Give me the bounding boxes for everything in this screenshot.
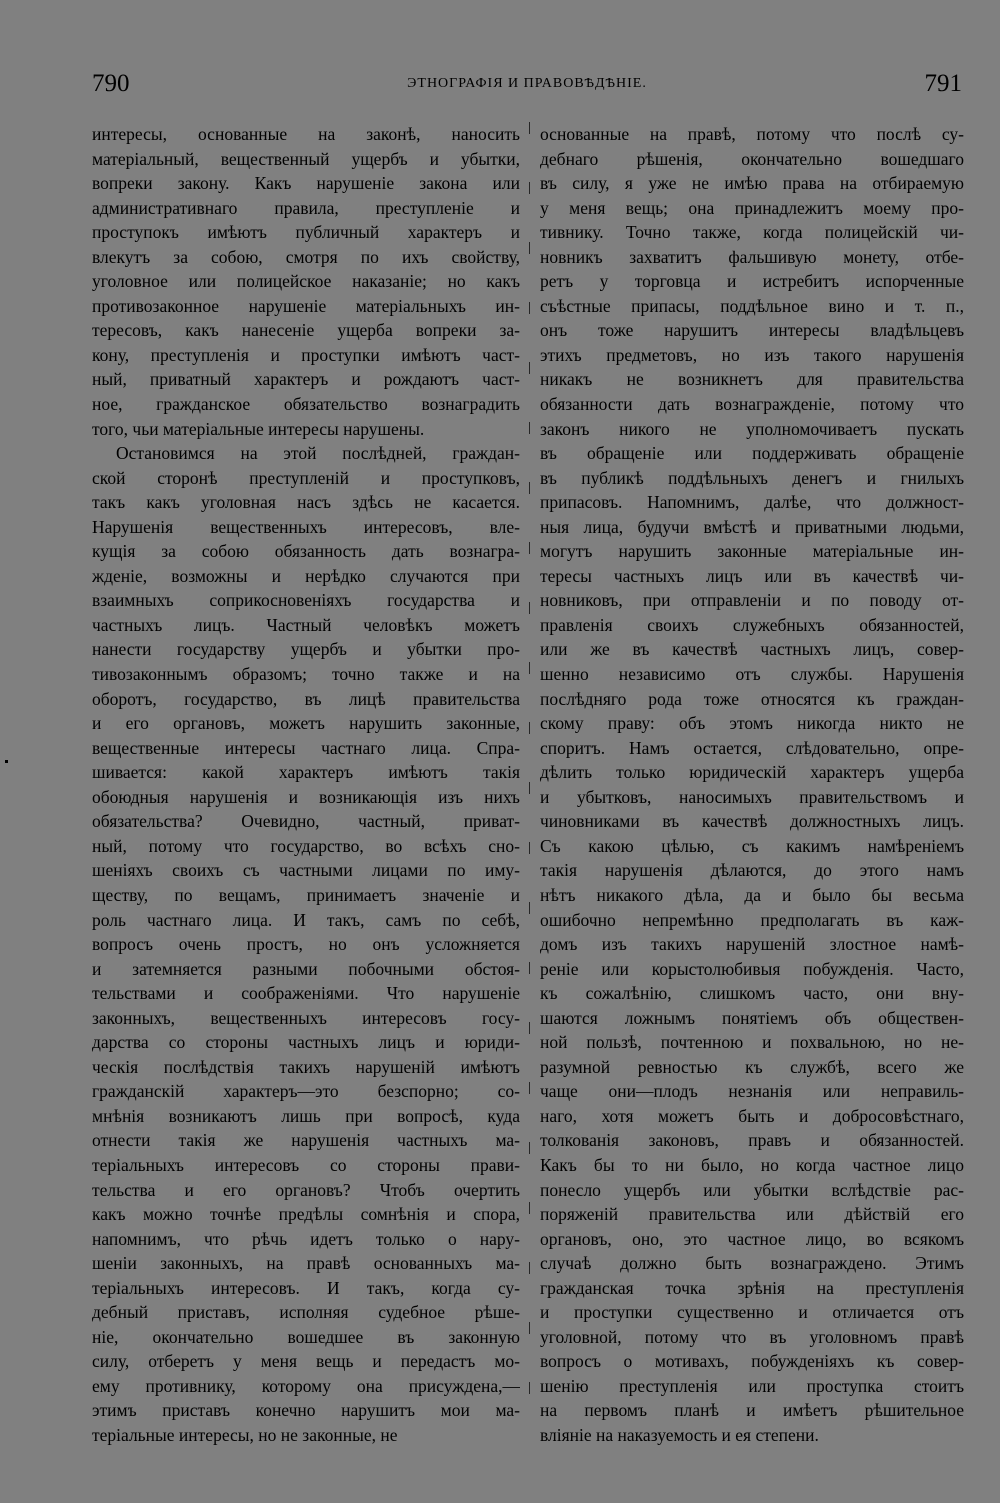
column-divider — [529, 122, 530, 1442]
text-line: шеніяхъ своихъ съ частными лицами по иму- — [92, 860, 520, 881]
text-line: ему противнику, которому она присуждена,— — [92, 1375, 520, 1396]
text-line: силу, отберетъ у меня вещь и передастъ мо- — [92, 1351, 520, 1372]
text-line: припасовъ. Напомнимъ, далѣе, что должност- — [540, 492, 964, 513]
text-line: и проступки существенно и отличается отъ — [540, 1302, 964, 1323]
text-line: взаимныхъ соприкосновеніяхъ государства и — [92, 590, 520, 611]
text-line: тивозаконнымъ образомъ; точно также и на — [92, 664, 520, 685]
text-line: шенію преступленія или проступка стоитъ — [540, 1375, 964, 1396]
text-line: кущія за собою обязанность дать вознагра- — [92, 541, 520, 562]
text-line: чиновниками въ качествѣ должностныхъ лицъ. — [540, 811, 964, 832]
text-line: ошибочно непремѣнно предполагать въ каж- — [540, 909, 964, 930]
text-line: и убытковъ, наносимыхъ правительствомъ и — [540, 786, 964, 807]
text-line: гражданская точка зрѣнія на преступленія — [540, 1277, 964, 1298]
text-line: ской сторонѣ преступленій и проступковъ, — [92, 467, 520, 488]
text-line: у меня вещь; она принадлежитъ моему про- — [540, 197, 964, 218]
text-line: домъ изъ такихъ нарушеній злостное намѣ- — [540, 934, 964, 955]
text-line: противозаконное нарушеніе матеріальныхъ ин- — [92, 295, 520, 316]
page-number-left: 790 — [92, 70, 130, 97]
text-line: жденіе, возможны и нерѣдко случаются при — [92, 565, 520, 586]
text-line: ный, приватный характеръ и рождаютъ част- — [92, 369, 520, 390]
text-line: такія нарушенія дѣлаются, до этого намъ — [540, 860, 964, 881]
text-line: нѣтъ никакого дѣла, да и было бы весьма — [540, 884, 964, 905]
text-line: отнести такія же нарушенія частныхъ ма- — [92, 1130, 520, 1151]
text-line: обоюдныя нарушенія и возникающія изъ нихъ — [92, 786, 520, 807]
text-line: поряженій правительства или дѣйствій его — [540, 1204, 964, 1225]
left-text-column — [92, 122, 520, 1448]
text-line: ный, потому что государство, во всѣхъ сно- — [92, 835, 520, 856]
text-line: ное, гражданское обязательство вознаградить — [92, 394, 520, 415]
text-line: Нарушенія вещественныхъ интересовъ, вле- — [92, 516, 520, 537]
text-line: ныя лица, будучи вмѣстѣ и приватными людьми, — [540, 516, 964, 537]
text-line: уголовное или полицейское наказаніе; но какъ — [92, 271, 520, 292]
text-line: ществу, по вещамъ, принимаетъ значеніе и — [92, 884, 520, 905]
text-line: онъ тоже нарушитъ интересы владѣльцевъ — [540, 320, 964, 341]
text-line: въ публикѣ поддѣльныхъ денегъ и гнилыхъ — [540, 467, 964, 488]
text-line: или же въ качествѣ частныхъ лицъ, совер- — [540, 639, 964, 660]
text-line: шаются ложнымъ понятіемъ объ обществен- — [540, 1007, 964, 1028]
text-line: реніе или корыстолюбивыя побужденія. Часто, — [540, 958, 964, 979]
text-line: законъ никого не уполномочиваетъ пускать — [540, 418, 964, 439]
text-line: этимъ приставъ конечно нарушитъ мои ма- — [92, 1400, 520, 1421]
text-line: обязательства? Очевидно, частный, приват- — [92, 811, 520, 832]
text-line: могутъ нарушить законные матеріальные ин- — [540, 541, 964, 562]
text-line: ніе, окончательно вошедшее въ законную — [92, 1326, 520, 1347]
text-line: шеніи законныхъ, на правѣ основанныхъ ма- — [92, 1253, 520, 1274]
text-line: административнаго правила, преступленіе и — [92, 197, 520, 218]
text-line: тельствами и соображеніями. Что нарушеніе — [92, 983, 520, 1004]
text-line: новниковъ, при отправленіи и по поводу от- — [540, 590, 964, 611]
text-line: въ силу, я уже не имѣю права на отбираемую — [540, 173, 964, 194]
text-line: послѣдняго рода тоже относятся къ граждан- — [540, 688, 964, 709]
text-line: тивнику. Точно также, когда полицейскій чи- — [540, 222, 964, 243]
text-line: гражданскій характеръ—это безспорно; со- — [92, 1081, 520, 1102]
text-line: этихъ предметовъ, но изъ такого нарушенія — [540, 344, 964, 365]
text-line: понесло ущербъ или убытки вслѣдствіе рас- — [540, 1179, 964, 1200]
text-line: вещественные интересы частнаго лица. Спра- — [92, 737, 520, 758]
text-line: проступокъ имѣютъ публичный характеръ и — [92, 222, 520, 243]
text-line: интересы, основанные на законѣ, наносить — [92, 124, 520, 144]
text-line: оборотъ, государство, въ лицѣ правительства — [92, 688, 520, 709]
text-line: ной пользѣ, почтенною и похвальною, но не- — [540, 1032, 964, 1053]
text-line: роль частнаго лица. И такъ, самъ по себѣ, — [92, 909, 520, 930]
page-header — [92, 70, 962, 104]
text-line: на первомъ планѣ и имѣетъ рѣшительное — [540, 1400, 964, 1421]
text-line: дебный приставъ, исполняя судебное рѣше- — [92, 1302, 520, 1323]
text-line: законныхъ, вещественныхъ интересовъ госу- — [92, 1007, 520, 1028]
margin-speck — [5, 760, 8, 763]
text-line: вопреки закону. Какъ нарушеніе закона или — [92, 173, 520, 194]
text-line: чаще они—плодъ незнанія или неправиль- — [540, 1081, 964, 1102]
text-line: нанести государству ущербъ и убытки про- — [92, 639, 520, 660]
text-line: дѣлить только юридическій характеръ ущерба — [540, 762, 964, 783]
text-line: ретъ у торговца и истребитъ испорченные — [540, 271, 964, 292]
text-line: дебнаго рѣшенія, окончательно вошедшаго — [540, 148, 964, 169]
page-number-right: 791 — [924, 70, 962, 97]
text-line: теріальные интересы, но не законные, не — [92, 1424, 398, 1445]
text-line: частныхъ лицъ. Частный человѣкъ можетъ — [92, 614, 520, 635]
text-line: и его органовъ, можетъ нарушить законные, — [92, 713, 520, 734]
text-line: такъ какъ уголовная насъ здѣсь не касается. — [92, 492, 520, 513]
text-line: Какъ бы то ни было, но когда частное лицо — [540, 1154, 964, 1175]
text-line: вліяніе на наказуемость и ея степени. — [540, 1424, 819, 1445]
text-line: вопросъ очень простъ, но онъ усложняется — [92, 934, 520, 955]
text-line: ческія послѣдствія такихъ нарушеній имѣютъ — [92, 1056, 520, 1077]
text-line: къ сожалѣнію, слишкомъ часто, они вну- — [540, 983, 964, 1004]
text-line: тересовъ, какъ нанесеніе ущерба вопреки за- — [92, 320, 520, 341]
text-line: основанные на правѣ, потому что послѣ су- — [540, 124, 964, 144]
right-text-column — [540, 122, 964, 1448]
text-line: теріальныхъ интересовъ со стороны прави- — [92, 1154, 520, 1175]
text-line: теріальныхъ интересовъ. И такъ, когда су- — [92, 1277, 520, 1298]
text-line: кону, преступленія и проступки имѣютъ част- — [92, 344, 520, 365]
text-line: матеріальный, вещественный ущербъ и убытки, — [92, 148, 520, 169]
text-line: мнѣнія возникаютъ лишь при вопросѣ, куда — [92, 1105, 520, 1126]
text-line: въ обращеніе или поддерживать обращеніе — [540, 443, 964, 464]
text-line: тересы частныхъ лицъ или въ качествѣ чи- — [540, 565, 964, 586]
text-line: съѣстные припасы, поддѣльное вино и т. п., — [540, 295, 964, 316]
text-line: какъ можно точнѣе предѣлы сомнѣнія и спора, — [92, 1204, 520, 1225]
text-line: и затемняется разными побочными обстоя- — [92, 958, 520, 979]
text-line: напомнимъ, что рѣчь идетъ только о нару- — [92, 1228, 520, 1249]
text-line: толкованія законовъ, правъ и обязанностей. — [540, 1130, 964, 1151]
text-line: органовъ, оно, это частное лицо, во всякомъ — [540, 1228, 964, 1249]
text-line: Остановимся на этой послѣдней, граждан- — [116, 443, 520, 464]
text-line: случаѣ должно быть вознаграждено. Этимъ — [540, 1253, 964, 1274]
text-line: разумной ревностью къ службѣ, всего же — [540, 1056, 964, 1077]
text-line: правленія своихъ служебныхъ обязанностей, — [540, 614, 964, 635]
text-line: влекутъ за собою, смотря по ихъ свойству, — [92, 246, 520, 267]
text-line: новникъ захватитъ фальшивую монету, отбе- — [540, 246, 964, 267]
running-title: ЭТНОГРАФІЯ И ПРАВОВѢДѢНІЕ. — [407, 76, 647, 91]
text-line: скому праву: объ этомъ никогда никто не — [540, 713, 964, 734]
text-line: наго, хотя можетъ быть и добросовѣстнаго, — [540, 1105, 964, 1126]
text-line: шивается: какой характеръ имѣютъ такія — [92, 762, 520, 783]
text-line: того, чьи матеріальные интересы нарушены. — [92, 418, 425, 439]
text-line: шенно независимо отъ службы. Нарушенія — [540, 664, 964, 685]
text-line: споритъ. Намъ остается, слѣдовательно, опре- — [540, 737, 964, 758]
text-line: дарства со стороны частныхъ лицъ и юриди- — [92, 1032, 520, 1053]
text-line: никакъ не возникнетъ для правительства — [540, 369, 964, 390]
text-line: вопросъ о мотивахъ, побужденіяхъ къ совер- — [540, 1351, 964, 1372]
text-line: Съ какою цѣлью, съ какимъ намѣреніемъ — [540, 835, 964, 856]
text-line: обязанности дать вознагражденіе, потому что — [540, 394, 964, 415]
text-line: уголовной, потому что въ уголовномъ правѣ — [540, 1326, 964, 1347]
text-line: тельства и его органовъ? Чтобъ очертить — [92, 1179, 520, 1200]
